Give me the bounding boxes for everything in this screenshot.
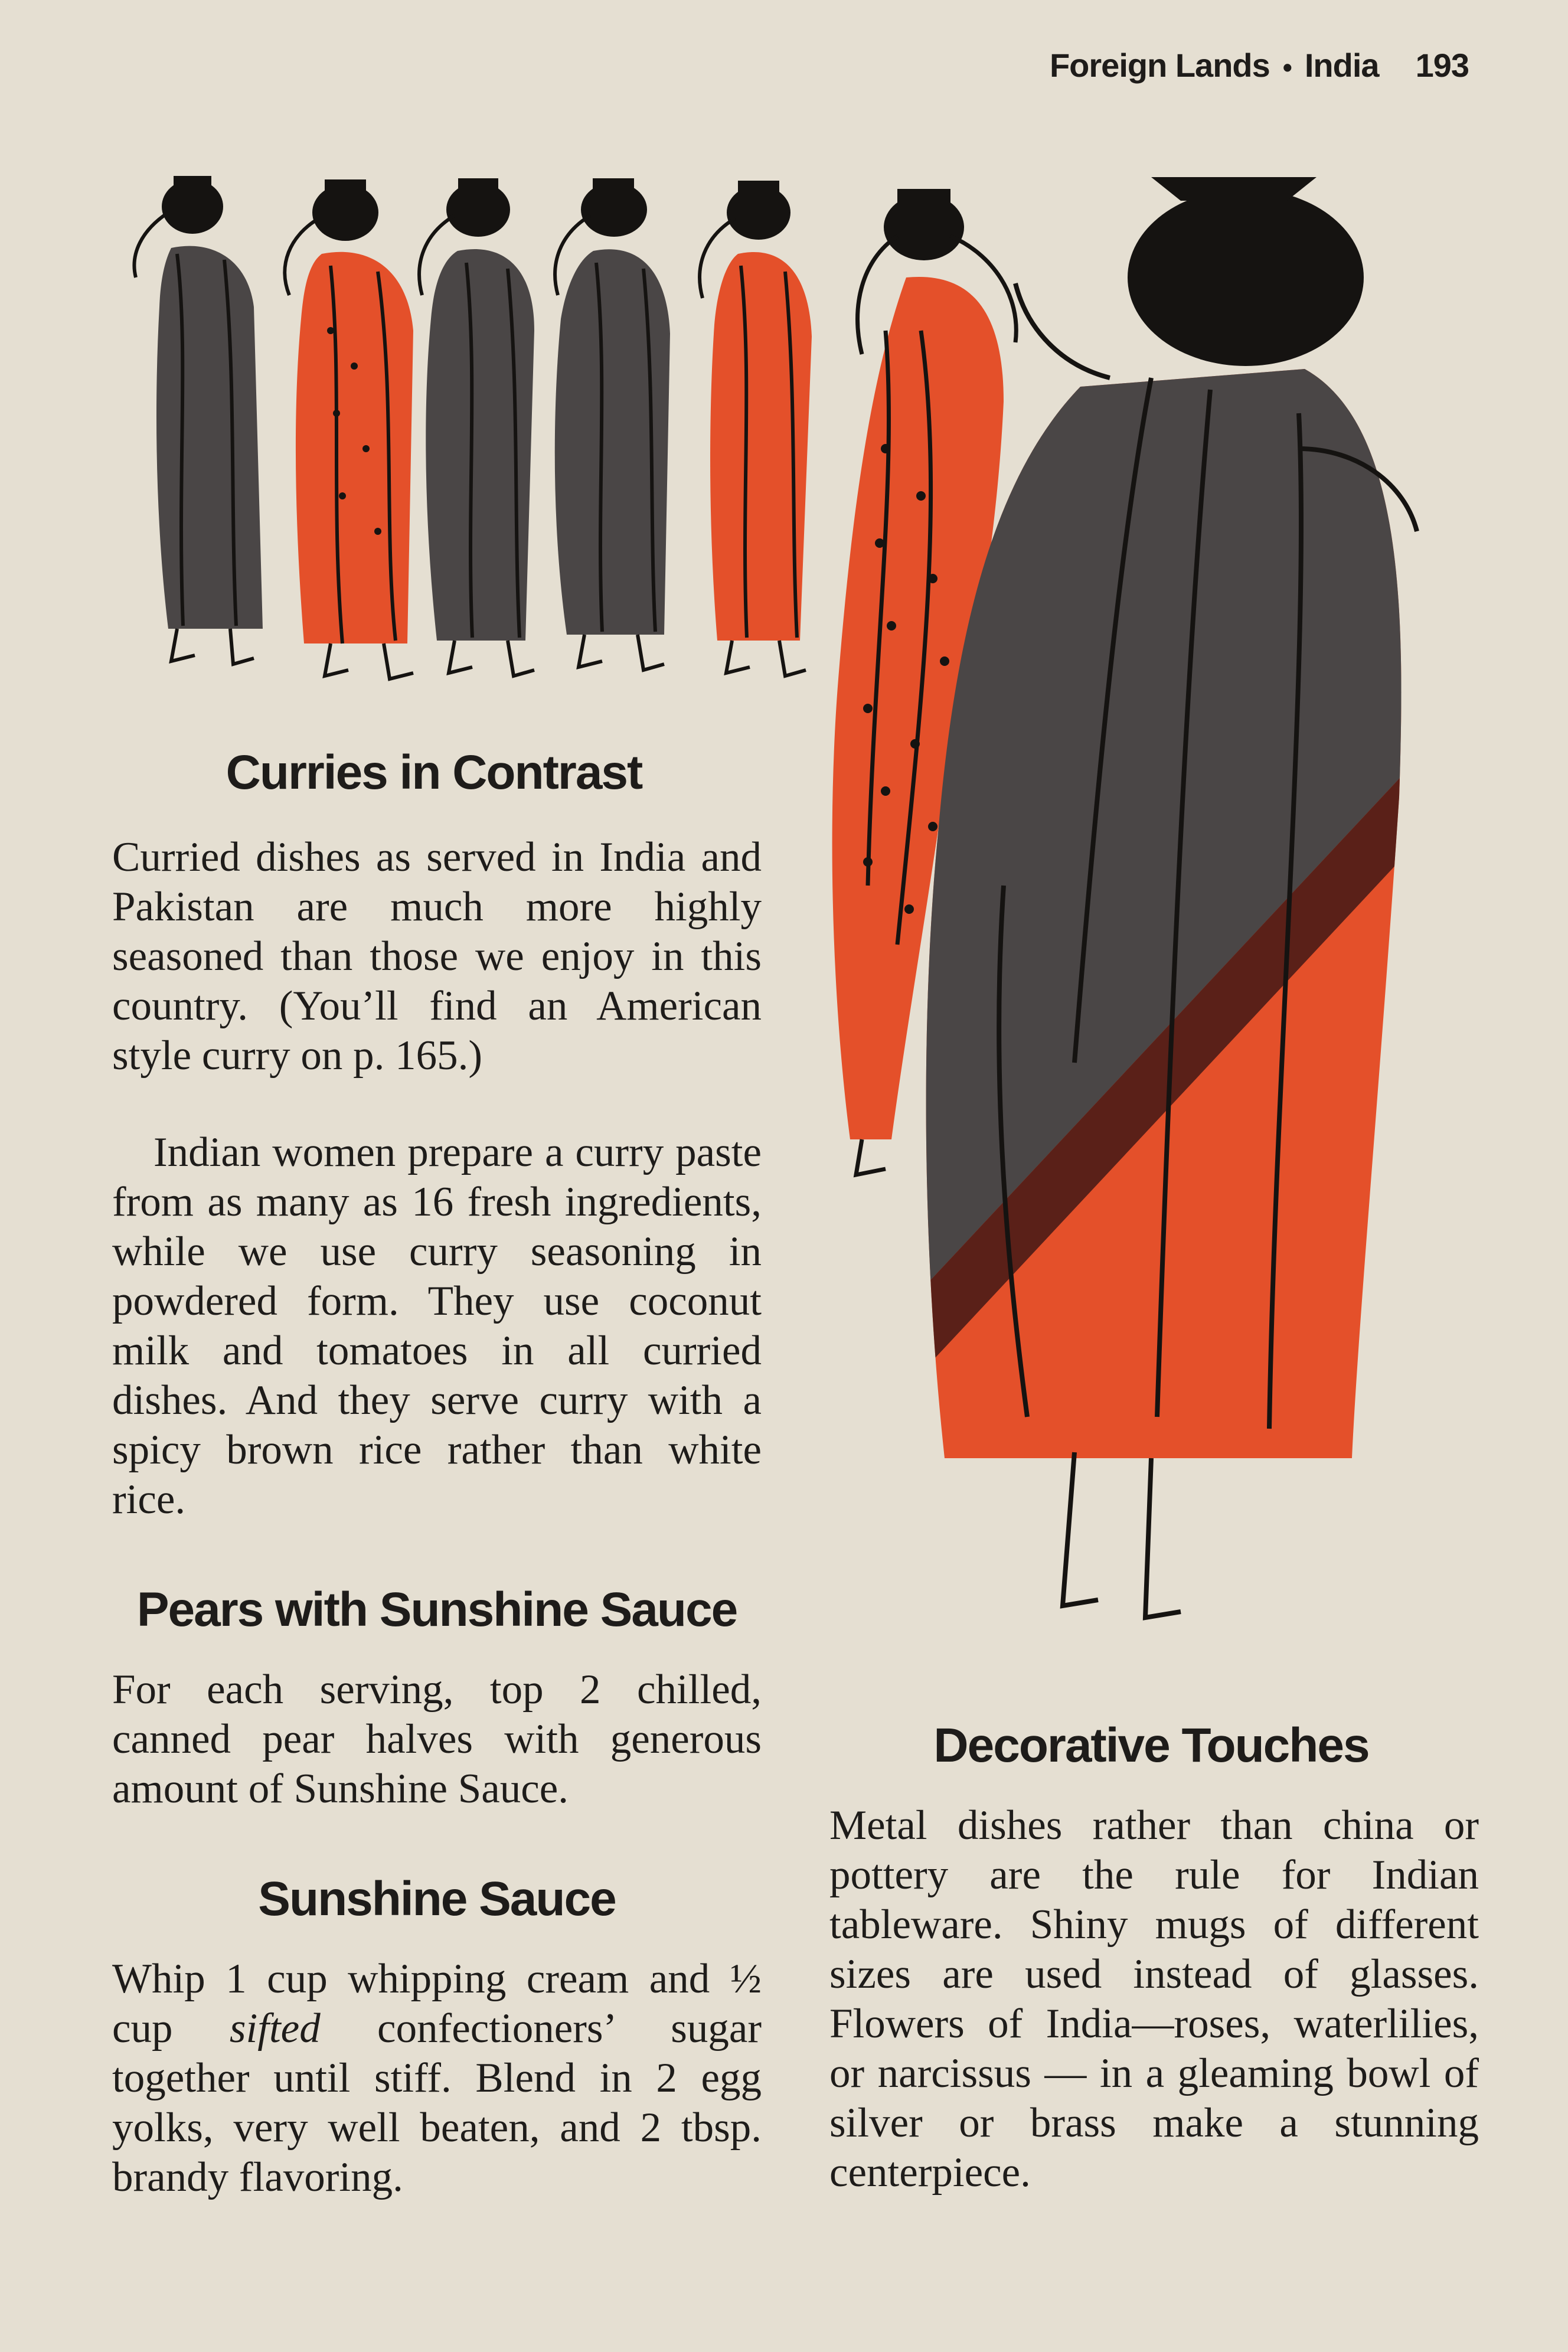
figure-4 bbox=[555, 178, 670, 670]
curries-heading: Curries in Contrast bbox=[226, 746, 642, 799]
decorative-heading: Decorative Touches bbox=[933, 1719, 1369, 1772]
chapter-name: India bbox=[1304, 47, 1379, 84]
sunshine-text-2: confectioners’ sugar together until stiff. Blend in 2 egg yolks, very well beaten, and 2 tbsp. brandy flavoring. bbox=[112, 2005, 762, 2200]
figure-2 bbox=[285, 179, 413, 679]
section-name: Foreign Lands bbox=[1049, 47, 1270, 84]
sunshine-text-italic: sifted bbox=[229, 2005, 321, 2052]
curries-paragraph-1: Curried dishes as served in India and Pakistan are much more highly seasoned than those we enjoy in this country. (You’ll find an American style curry on p. 165.) bbox=[112, 834, 762, 1079]
pears-paragraph: For each serving, top 2 chilled, canned pear halves with generous amount of Sunshine Sauce. bbox=[112, 1667, 762, 1812]
decorative-paragraph: Metal dishes rather than china or pottery are the rule for Indian tableware. Shiny mugs of different sizes are used instead of glasses. Flowers of India—roses, waterlilies, or narcissus — in a gleaming bowl of silver or brass make a stunning centerpiece. bbox=[829, 1802, 1479, 2196]
sunshine-text-1: Whip 1 cup whipping cream and ½ cup bbox=[112, 1956, 762, 2052]
figure-5 bbox=[700, 181, 812, 676]
header-bullet: • bbox=[1282, 52, 1292, 83]
sunshine-sauce-paragraph bbox=[112, 1954, 762, 2202]
sunshine-sauce-heading: Sunshine Sauce bbox=[258, 1872, 616, 1926]
figure-3 bbox=[419, 178, 534, 676]
pears-heading: Pears with Sunshine Sauce bbox=[136, 1583, 737, 1636]
curries-paragraph-2: Indian women prepare a curry paste from as many as 16 fresh ingredients, while we use curry seasoning in powdered form. They use coconut milk and tomatoes in all curried dishes. And they serve curry with a spicy brown rice rather than white rice. bbox=[112, 1129, 762, 1523]
page-number: 193 bbox=[1415, 47, 1469, 84]
figure-1 bbox=[134, 176, 263, 664]
